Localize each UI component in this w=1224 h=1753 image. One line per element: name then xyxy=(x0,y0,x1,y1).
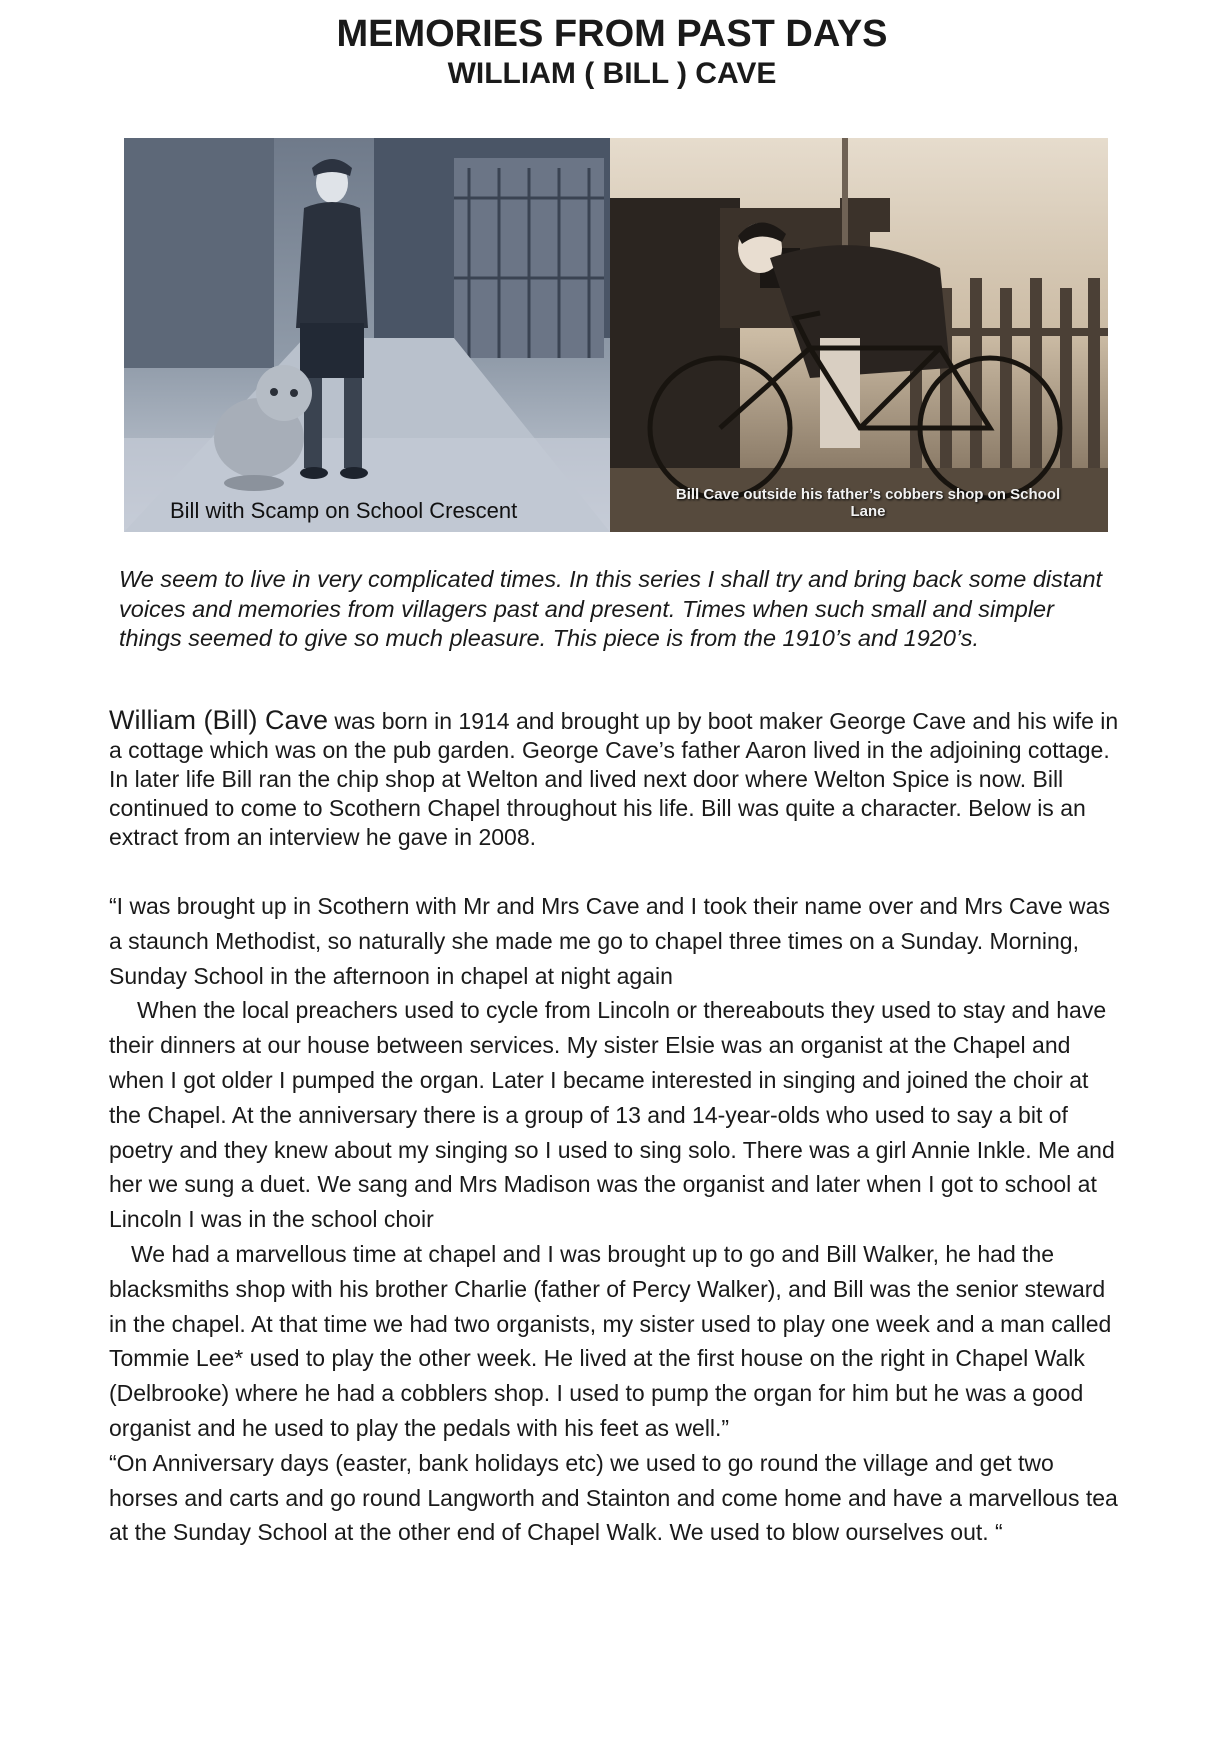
caption-right: Bill Cave outside his father’s cobbers shop on School Lane xyxy=(675,486,1061,520)
biography-paragraph xyxy=(109,706,1119,852)
interview-extract xyxy=(109,889,1119,1550)
intro-paragraph: We seem to live in very complicated times. In this series I shall try and bring back some distant voices and memories from villagers past and present. Times when such small and simpler things seemed to give so much pleasure. This piece is from the 1910’s and 1920’s. xyxy=(119,566,1103,651)
caption-left: Bill with Scamp on School Crescent xyxy=(170,498,518,523)
interview-paragraph-2: When the local preachers used to cycle from Lincoln or thereabouts they used to stay and have their dinners at our house between services. My sister Elsie was an organist at the Chapel and when I got older I pumped the organ. Later I became interested in singing and joined the choir at the Chapel. At the anniversary there is a group of 13 and 14-year-olds who used to say a bit of poetry and they knew about my singing so I used to sing solo. There was a girl Annie Inkle. Me and her we sung a duet. We sang and Mrs Madison was the organist and later when I got to school at Lincoln I was in the school choir xyxy=(109,997,1115,1233)
interview-paragraph-4: “On Anniversary days (easter, bank holidays etc) we used to go round the village and get two horses and carts and go round Langworth and Stainton and come home and have a marvellous tea at the Sunday School at the other end of Chapel Walk. We used to blow ourselves out. “ xyxy=(109,1449,1118,1546)
page-subtitle: WILLIAM ( BILL ) CAVE xyxy=(447,57,777,90)
interview-paragraph-1: “I was brought up in Scothern with Mr and Mrs Cave and I took their name over and Mrs Cave was a staunch Methodist, so naturally she made me go to chapel three times on a Sunday. Morning, Sunday School in the afternoon in chapel at night again xyxy=(109,893,1110,989)
interview-paragraph-3: We had a marvellous time at chapel and I was brought up to go and Bill Walker, he had the blacksmiths shop with his brother Charlie (father of Percy Walker), and Bill was the senior steward in the chapel. At that time we had two organists, my sister used to play one week and a man called Tommie Lee* used to play the other week. He lived at the first house on the right in Chapel Walk (Delbrooke) where he had a cobblers shop. I used to pump the organ for him but he was a good organist and he used to play the pedals with his feet as well.” xyxy=(109,1240,1112,1441)
page-title: MEMORIES FROM PAST DAYS xyxy=(336,13,888,55)
biography-lead: William (Bill) Cave xyxy=(109,705,329,735)
photo-bill-with-bicycle xyxy=(610,138,1108,532)
biography-text: was born in 1914 and brought up by boot maker George Cave and his wife in a cottage which was on the pub garden. George Cave’s father Aaron lived in the adjoining cottage. In later life Bill ran the chip shop at Welton and lived next door where Welton Spice is now. Bill continued to come to Scothern Chapel throughout his life. Bill was quite a character. Below is an extract from an interview he gave in 2008. xyxy=(109,708,1119,850)
photo-bill-with-scamp xyxy=(124,138,610,532)
